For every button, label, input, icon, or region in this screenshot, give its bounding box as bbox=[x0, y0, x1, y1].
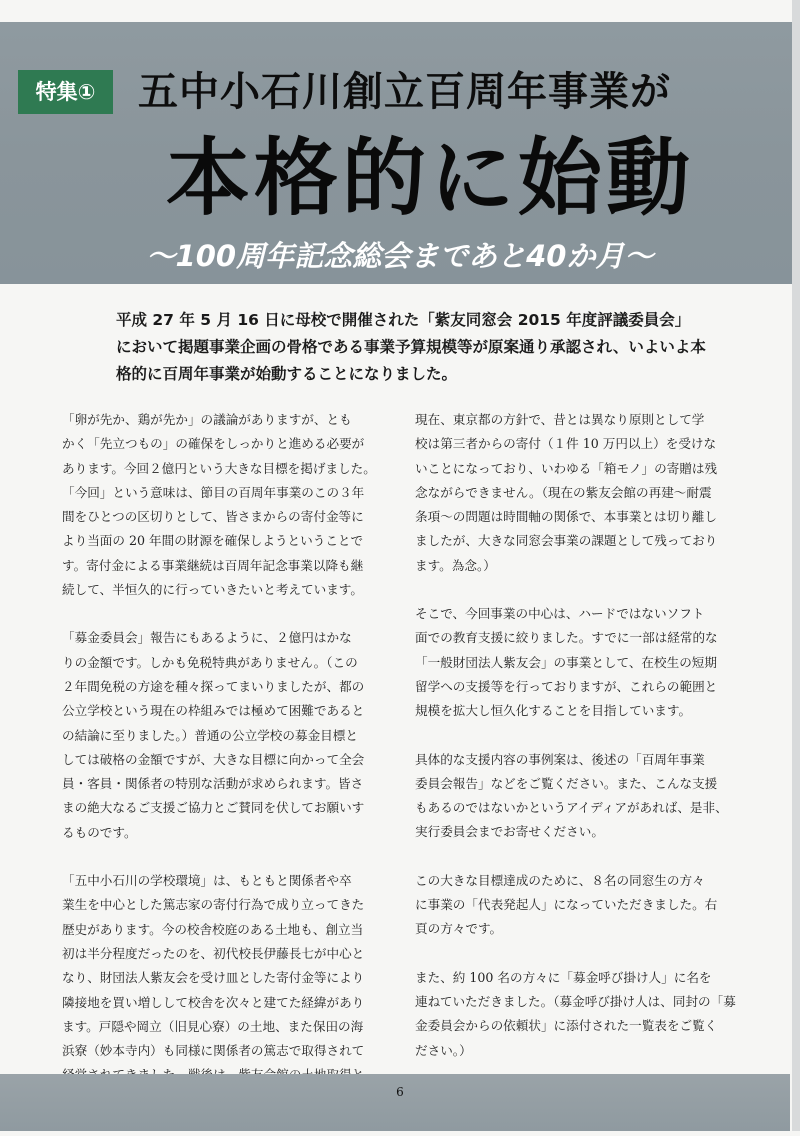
right-column bbox=[415, 408, 750, 1135]
text-line: 「卵が先か、鶏が先か」の議論がありますが、とも bbox=[62, 412, 352, 427]
text-line: 連ねていただきました。（募金呼び掛け人は、同封の「募 bbox=[415, 993, 736, 1009]
text-line: 金委員会からの依頼状」に添付された一覧表をご覧く bbox=[415, 1018, 718, 1034]
text-line: す。寄付金による事業継続は百周年記念事業以降も継 bbox=[62, 557, 364, 573]
text-line: 「今回」という意味は、節目の百周年事業のこの３年 bbox=[62, 484, 365, 500]
text-line: ましたが、大きな同窓会事業の課題として残っており bbox=[415, 533, 718, 549]
text-line: 歴史があります。今の校舎校庭のある土地も、創立当 bbox=[62, 921, 364, 937]
left-column bbox=[62, 408, 394, 1136]
header-banner bbox=[0, 22, 793, 284]
page-number: 6 bbox=[396, 1085, 404, 1099]
text-line: 浜寮（妙本寺内）も同様に関係者の篤志で取得されて bbox=[62, 1043, 365, 1059]
text-line: なり、財団法人紫友会を受け皿とした寄付金等により bbox=[62, 970, 365, 986]
paragraph bbox=[415, 408, 750, 578]
text-line: より当面の 20 年間の財源を確保しようということで bbox=[62, 533, 364, 549]
text-line: 面での教育支援に絞りました。すでに一部は経常的な bbox=[415, 630, 718, 646]
paragraph bbox=[415, 748, 750, 845]
footer-band bbox=[0, 1074, 790, 1131]
text-line: ２年間免税の方途を種々探ってまいりましたが、都の bbox=[62, 678, 365, 694]
text-line: また、約 100 名の方々に「募金呼び掛け人」に名を bbox=[415, 969, 712, 985]
text-line: 員・客員・関係者の特別な活動が求められます。皆さ bbox=[62, 776, 364, 792]
text-line: しては破格の金額ですが、大きな目標に向かって全会 bbox=[62, 751, 365, 767]
lead-line: 平成 27 年 5 月 16 日に母校で開催された「紫友同窓会 2015 年度評議委員会」 bbox=[116, 311, 691, 329]
text-line: 委員会報告」などをご覧ください。また、こんな支援 bbox=[415, 775, 718, 791]
text-line: の結論に至りました。）普通の公立学校の募金目標と bbox=[62, 727, 358, 743]
subtitle: ～100周年記念総会まであと40か月～ bbox=[146, 239, 654, 273]
text-line: そこで、今回事業の中心は、ハードではないソフト bbox=[415, 606, 705, 622]
text-line: いことになっており、いわゆる「箱モノ」の寄贈は残 bbox=[415, 460, 718, 476]
text-line: まの絶大なるご支援ご協力とご賛同を伏してお願いす bbox=[62, 800, 365, 816]
text-line: ださい。） bbox=[415, 1042, 472, 1058]
paragraph bbox=[62, 626, 394, 845]
text-line: 校は第三者からの寄付（１件 10 万円以上）を受けな bbox=[415, 436, 717, 452]
text-line: あります。今回２億円という大きな目標を掲げました。 bbox=[62, 460, 376, 476]
text-line: 続して、半恒久的に行っていきたいと考えています。 bbox=[62, 582, 363, 598]
text-line: 間をひとつの区切りとして、皆さまからの寄付金等に bbox=[62, 509, 364, 525]
paragraph bbox=[415, 869, 750, 942]
text-line: 条項～の問題は時間軸の関係で、本事業とは切り離し bbox=[415, 509, 717, 525]
text-line: 「五中小石川の学校環境」は、もともと関係者や卒 bbox=[62, 873, 352, 889]
lead-line: 格的に百周年事業が始動することになりました。 bbox=[116, 365, 458, 383]
text-line: 業生を中心とした篤志家の寄付行為で成り立ってきた bbox=[62, 897, 365, 913]
text-line: かく「先立つもの」の確保をしっかりと進める必要が bbox=[62, 436, 365, 452]
text-line: ます。戸隠や岡立（旧見心寮）の土地、また保田の海 bbox=[62, 1018, 364, 1034]
text-line: 「募金委員会」報告にもあるように、２億円はかな bbox=[62, 630, 352, 646]
text-line: 具体的な支援内容の事例案は、後述の「百周年事業 bbox=[415, 751, 705, 767]
text-line: 隣接地を買い増しして校舎を次々と建てた経緯があり bbox=[62, 994, 365, 1010]
page-edge bbox=[792, 0, 800, 1131]
title-line-2: 本格的に始動 bbox=[165, 129, 694, 227]
text-line: りの金額です。しかも免税特典がありません。（この bbox=[62, 654, 358, 670]
text-line: 頁の方々です。 bbox=[415, 921, 503, 937]
text-line: 初は半分程度だったのを、初代校長伊藤長七が中心と bbox=[62, 945, 365, 961]
lead-line: において掲題事業企画の骨格である事業予算規模等が原案通り承認され、いよいよ本 bbox=[116, 338, 706, 356]
lead-paragraph bbox=[116, 307, 716, 388]
text-line: 「一般財団法人紫友会」の事業として、在校生の短期 bbox=[415, 654, 717, 670]
title-line-1: 五中小石川創立百周年事業が bbox=[138, 69, 671, 115]
paragraph bbox=[415, 966, 750, 1063]
text-line: 規模を拡大し恒久化することを目指しています。 bbox=[415, 703, 692, 719]
text-line: 念ながらできません。（現在の紫友会館の再建～耐震 bbox=[415, 484, 712, 500]
text-line: もあるのではないかというアイディアがあれば、是非、 bbox=[415, 800, 728, 816]
text-line: 留学への支援等を行っておりますが、これらの範囲と bbox=[415, 678, 718, 694]
paragraph bbox=[62, 408, 394, 602]
text-line: 実行委員会までお寄せください。 bbox=[415, 824, 604, 840]
text-line: この大きな目標達成のために、８名の同窓生の方々 bbox=[415, 872, 705, 888]
text-line: ます。為念。） bbox=[415, 557, 496, 573]
text-line: るものです。 bbox=[62, 824, 137, 840]
paragraph bbox=[415, 602, 750, 723]
feature-badge: 特集① bbox=[18, 70, 113, 114]
text-line: に事業の「代表発起人」になっていただきました。右 bbox=[415, 897, 718, 913]
text-line: 現在、東京都の方針で、昔とは異なり原則として学 bbox=[415, 412, 705, 427]
text-line: 公立学校という現在の枠組みでは極めて困難であると bbox=[62, 703, 365, 719]
